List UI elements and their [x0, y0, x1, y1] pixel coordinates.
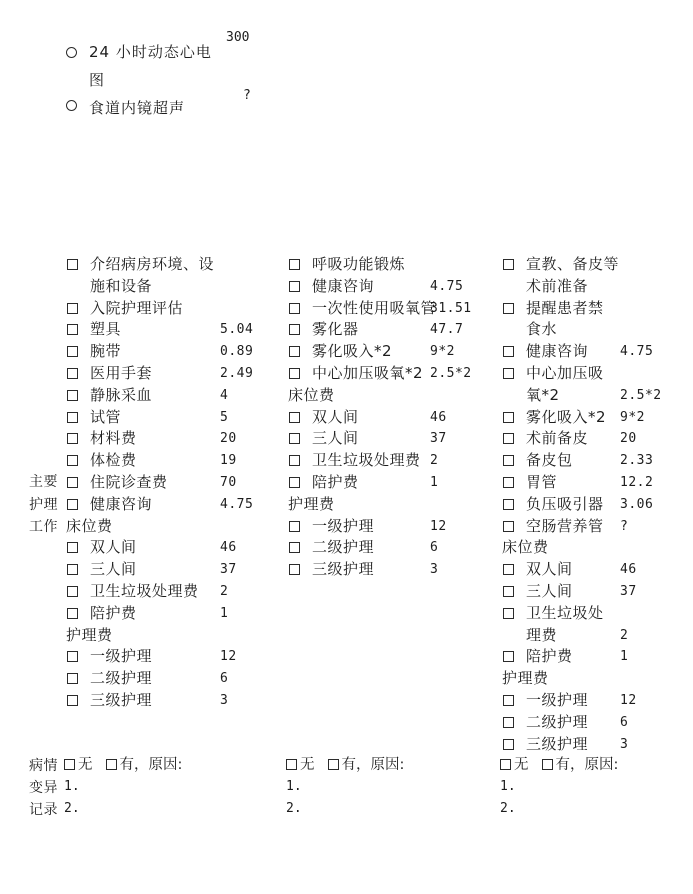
checkbox[interactable]	[503, 651, 514, 662]
item-label: 陪护费	[312, 472, 359, 491]
yes-reason-label: 有，原因:	[119, 757, 183, 773]
variation-line: 2.	[500, 801, 516, 816]
item-label: 三人间	[312, 429, 359, 448]
checkbox[interactable]	[67, 346, 78, 357]
item-label: 卫生垃圾处理费	[90, 581, 199, 600]
row-header-variation-record	[29, 755, 58, 821]
checkbox[interactable]	[67, 564, 78, 575]
price-value: 2	[220, 583, 229, 599]
exam-option-price: ?	[243, 88, 251, 103]
none-label: 无	[78, 757, 93, 773]
item-label: 三人间	[90, 560, 137, 579]
variation-choice-row	[500, 754, 693, 776]
price-value: 1	[620, 649, 629, 665]
none-label: 无	[514, 757, 529, 773]
checkbox[interactable]	[67, 673, 78, 684]
price-value: 0.89	[220, 344, 254, 360]
yes-checkbox[interactable]	[542, 759, 553, 770]
checkbox[interactable]	[67, 368, 78, 379]
price-value: 3	[620, 736, 629, 752]
checkbox[interactable]	[289, 521, 300, 532]
price-value: 4.75	[220, 496, 254, 512]
item-label: 双人间	[90, 538, 137, 557]
item-label: 中心加压吸	[526, 363, 604, 382]
item-label: 双人间	[312, 407, 359, 426]
price-value: 20	[620, 431, 637, 447]
item-label: 住院诊查费	[90, 472, 168, 491]
checkbox[interactable]	[503, 739, 514, 750]
checkbox[interactable]	[503, 346, 514, 357]
item-label: 氧*2	[526, 385, 560, 404]
item-label: 材料费	[90, 429, 137, 448]
price-value: 46	[220, 540, 237, 556]
row-header-line: 变异	[29, 780, 58, 796]
row-header-line: 主要	[29, 474, 58, 490]
exam-option-label: 食道内镜超声	[89, 99, 186, 117]
checkbox[interactable]	[289, 346, 300, 357]
checkbox[interactable]	[289, 412, 300, 423]
variation-choice-row	[286, 754, 496, 776]
item-label: 雾化器	[312, 320, 359, 339]
item-label: 二级护理	[526, 712, 589, 731]
price-value: 2.5*2	[430, 365, 472, 381]
checkbox[interactable]	[67, 499, 78, 510]
item-label: 双人间	[526, 560, 573, 579]
price-value: 3.06	[620, 496, 654, 512]
item-label: 陪护费	[90, 603, 137, 622]
item-label: 中心加压吸氧*2	[312, 363, 424, 382]
price-value: 9*2	[430, 344, 455, 360]
checkbox[interactable]	[289, 455, 300, 466]
fee-category-label: 床位费	[66, 516, 113, 535]
variation-cell	[500, 754, 693, 820]
checkbox[interactable]	[67, 303, 78, 314]
price-value: 2.5*2	[620, 387, 662, 403]
item-label: 介绍病房环境、设	[90, 255, 215, 273]
item-label: 术前备皮	[526, 429, 589, 448]
price-value: 37	[430, 431, 447, 447]
variation-line: 2.	[64, 801, 80, 816]
item-label: 健康咨询	[312, 276, 375, 295]
checkbox[interactable]	[289, 281, 300, 292]
price-value: 1	[430, 474, 439, 490]
checkbox[interactable]	[503, 303, 514, 314]
price-value: 3	[430, 562, 439, 578]
price-value: 46	[430, 409, 447, 425]
item-label: 卫生垃圾处理费	[312, 451, 421, 470]
item-label: 医用手套	[90, 363, 153, 382]
item-label: 一级护理	[526, 690, 589, 709]
checkbox[interactable]	[503, 586, 514, 597]
price-value: 12	[620, 692, 637, 708]
price-value: 70	[220, 474, 237, 490]
item-label: 宣教、备皮等	[526, 255, 620, 273]
price-value: 1	[220, 605, 229, 621]
checkbox[interactable]	[503, 564, 514, 575]
price-value: 2	[430, 453, 439, 469]
exam-option-label: 24 小时动态心电	[89, 43, 212, 61]
checkbox[interactable]	[289, 324, 300, 335]
price-value: 37	[620, 583, 637, 599]
price-value: 2.33	[620, 453, 654, 469]
checkbox[interactable]	[67, 259, 78, 270]
exam-option-price: 300	[226, 30, 250, 45]
exam-option-label-continuation: 图	[89, 71, 106, 89]
item-label: 三级护理	[90, 690, 153, 709]
checkbox[interactable]	[503, 695, 514, 706]
price-value: 2	[620, 627, 629, 643]
none-checkbox[interactable]	[500, 759, 511, 770]
checkbox[interactable]	[289, 259, 300, 270]
fee-category-label: 床位费	[502, 538, 549, 557]
yes-reason-label: 有，原因:	[341, 757, 405, 773]
item-label: 三级护理	[526, 734, 589, 753]
checkbox[interactable]	[503, 521, 514, 532]
item-label: 三级护理	[312, 560, 375, 579]
item-label: 术前准备	[526, 276, 589, 295]
price-value: 37	[220, 562, 237, 578]
checkbox[interactable]	[67, 695, 78, 706]
item-label: 二级护理	[90, 669, 153, 688]
row-header-line: 护理	[29, 496, 58, 513]
checkbox[interactable]	[503, 433, 514, 444]
variation-line: 1.	[286, 779, 302, 794]
yes-checkbox[interactable]	[106, 759, 117, 770]
item-label: 施和设备	[90, 276, 153, 295]
price-value: 4	[220, 387, 229, 403]
checkbox[interactable]	[503, 499, 514, 510]
checkbox[interactable]	[67, 433, 78, 444]
item-label: 三人间	[526, 581, 573, 600]
item-label: 一次性使用吸氧管	[312, 298, 437, 317]
checkbox[interactable]	[67, 608, 78, 619]
variation-line: 2.	[286, 801, 302, 816]
yes-checkbox[interactable]	[328, 759, 339, 770]
item-label: 负压吸引器	[526, 494, 604, 513]
price-value: 20	[220, 431, 237, 447]
checkbox[interactable]	[503, 717, 514, 728]
checkbox[interactable]	[289, 477, 300, 488]
item-label: 塑具	[90, 320, 122, 339]
checkbox[interactable]	[503, 412, 514, 423]
price-value: 5.04	[220, 322, 254, 338]
item-label: 卫生垃圾处	[526, 603, 604, 622]
item-label: 胃管	[526, 472, 558, 491]
price-value: 19	[220, 453, 237, 469]
item-label: 呼吸功能锻炼	[312, 255, 406, 273]
item-label: 备皮包	[526, 451, 573, 470]
variation-line: 1.	[64, 779, 80, 794]
item-label: 试管	[90, 407, 122, 426]
price-value: 12.2	[620, 474, 654, 490]
price-value: 31.51	[430, 300, 472, 316]
checkbox[interactable]	[67, 586, 78, 597]
price-value: 46	[620, 562, 637, 578]
checkbox[interactable]	[67, 390, 78, 401]
none-checkbox[interactable]	[286, 759, 297, 770]
price-value: 5	[220, 409, 229, 425]
item-label: 一级护理	[312, 516, 375, 535]
checkbox[interactable]	[289, 368, 300, 379]
checkbox[interactable]	[503, 368, 514, 379]
item-label: 健康咨询	[526, 342, 589, 361]
item-label: 食水	[526, 320, 558, 339]
item-label: 陪护费	[526, 647, 573, 666]
item-label: 雾化吸入*2	[312, 342, 393, 361]
price-value: 12	[430, 518, 447, 534]
checkbox[interactable]	[503, 477, 514, 488]
row-header-line: 病情	[29, 758, 58, 774]
checkbox[interactable]	[67, 651, 78, 662]
price-value: 3	[220, 692, 229, 708]
checkbox[interactable]	[67, 477, 78, 488]
price-value: 4.75	[430, 278, 464, 294]
radio-circle-icon[interactable]	[66, 100, 77, 111]
item-label: 入院护理评估	[90, 298, 184, 317]
checkbox[interactable]	[67, 324, 78, 335]
price-value: 6	[620, 714, 629, 730]
price-value: 9*2	[620, 409, 645, 425]
none-checkbox[interactable]	[64, 759, 75, 770]
none-label: 无	[300, 757, 315, 773]
variation-line: 1.	[500, 779, 516, 794]
yes-reason-label: 有，原因:	[555, 757, 619, 773]
fee-category-label: 护理费	[66, 625, 113, 644]
variation-choice-row	[64, 754, 274, 776]
checkbox[interactable]	[503, 608, 514, 619]
variation-cell	[286, 754, 496, 820]
price-value: 12	[220, 649, 237, 665]
fee-category-label: 护理费	[288, 494, 335, 513]
fee-category-label: 床位费	[288, 385, 335, 404]
item-label: 静脉采血	[90, 385, 153, 404]
item-label: 健康咨询	[90, 494, 153, 513]
checkbox[interactable]	[67, 412, 78, 423]
item-label: 腕带	[90, 342, 122, 361]
checkbox[interactable]	[289, 542, 300, 553]
row-header-main-nursing-work	[29, 471, 58, 539]
checkbox[interactable]	[289, 564, 300, 575]
checkbox[interactable]	[67, 542, 78, 553]
fee-category-label: 护理费	[502, 669, 549, 688]
price-value: ?	[620, 518, 629, 534]
row-header-line: 记录	[29, 802, 58, 818]
item-label: 二级护理	[312, 538, 375, 557]
price-value: 47.7	[430, 322, 464, 338]
price-value: 6	[220, 671, 229, 687]
variation-cell	[64, 754, 274, 820]
checkbox[interactable]	[503, 259, 514, 270]
checkbox[interactable]	[289, 433, 300, 444]
item-label: 理费	[526, 625, 558, 644]
checkbox[interactable]	[67, 455, 78, 466]
checkbox[interactable]	[503, 455, 514, 466]
item-label: 体检费	[90, 451, 137, 470]
radio-circle-icon[interactable]	[66, 47, 77, 58]
row-header-line: 工作	[29, 519, 58, 535]
item-label: 一级护理	[90, 647, 153, 666]
price-value: 4.75	[620, 344, 654, 360]
price-value: 6	[430, 540, 439, 556]
price-value: 2.49	[220, 365, 254, 381]
item-label: 提醒患者禁	[526, 298, 604, 317]
item-label: 雾化吸入*2	[526, 407, 607, 426]
item-label: 空肠营养管	[526, 516, 604, 535]
checkbox[interactable]	[289, 303, 300, 314]
